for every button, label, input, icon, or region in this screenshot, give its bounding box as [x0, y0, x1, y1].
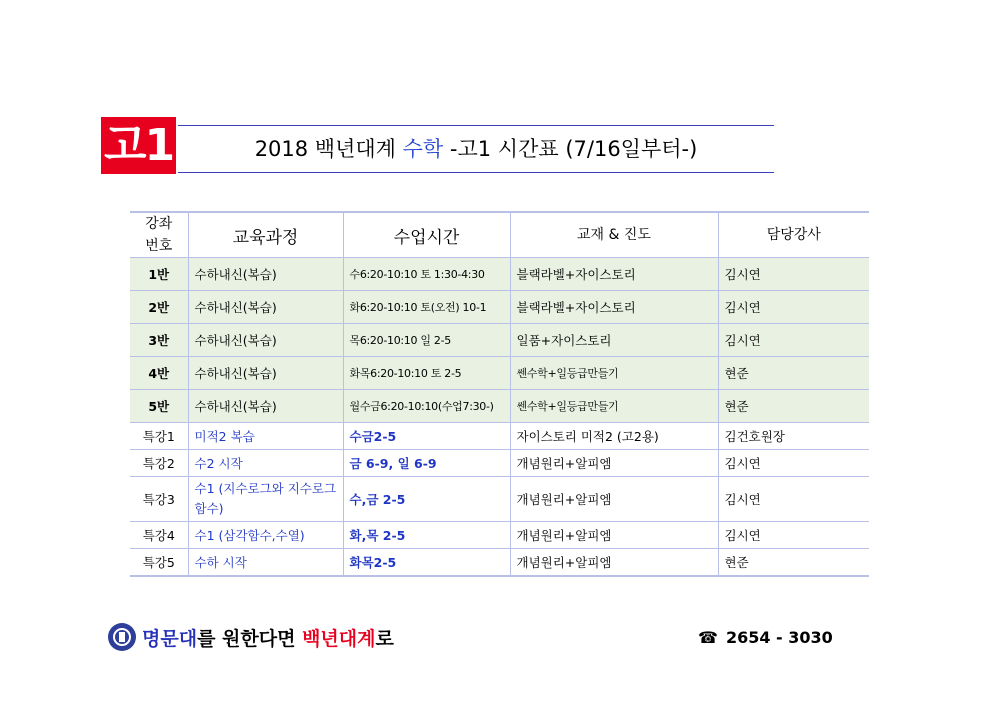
cell-course: 수2 시작 [188, 450, 343, 477]
header-course: 교육과정 [188, 212, 343, 258]
page-title [178, 127, 774, 171]
cell-teacher: 현준 [718, 357, 869, 390]
table-row [130, 522, 869, 549]
table-header-row [130, 212, 869, 258]
cell-textbook: 개념원리+알피엠 [510, 450, 718, 477]
cell-class-no: 특강5 [130, 549, 188, 577]
schedule-table [130, 211, 869, 577]
cell-course: 수하내신(복습) [188, 390, 343, 423]
cell-time: 화목2-5 [343, 549, 510, 577]
cell-class-no: 특강4 [130, 522, 188, 549]
cell-textbook: 자이스토리 미적2 (고2용) [510, 423, 718, 450]
title-subject: 수학 [402, 137, 444, 161]
table-row [130, 450, 869, 477]
title-suffix: -고1 시간표 (7/16일부터-) [443, 137, 698, 161]
phone-number: 2654 - 3030 [725, 627, 833, 647]
cell-course: 수하내신(복습) [188, 357, 343, 390]
cell-teacher: 김건호원장 [718, 423, 869, 450]
footer-phone [698, 624, 833, 650]
table-row [130, 423, 869, 450]
table-row [130, 549, 869, 577]
cell-time: 수6:20-10:10 토 1:30-4:30 [343, 258, 510, 291]
cell-course: 수하내신(복습) [188, 291, 343, 324]
cell-time: 월수금6:20-10:10(수업7:30-) [343, 390, 510, 423]
cell-textbook: 개념원리+알피엠 [510, 522, 718, 549]
header-textbook: 교재 & 진도 [510, 212, 718, 258]
cell-teacher: 김시연 [718, 522, 869, 549]
cell-course: 수1 (지수로그와 지수로그함수) [188, 477, 343, 522]
cell-class-no: 2반 [130, 291, 188, 324]
table-row [130, 357, 869, 390]
cell-course: 수하 시작 [188, 549, 343, 577]
cell-class-no: 특강3 [130, 477, 188, 522]
cell-textbook: 개념원리+알피엠 [510, 477, 718, 522]
phone-icon: ☎ [698, 627, 718, 647]
cell-textbook: 블랙라벨+자이스토리 [510, 291, 718, 324]
cell-textbook: 쎈수학+일등급만들기 [510, 357, 718, 390]
cell-teacher: 김시연 [718, 258, 869, 291]
cell-textbook: 블랙라벨+자이스토리 [510, 258, 718, 291]
cell-class-no: 5반 [130, 390, 188, 423]
cell-class-no: 특강1 [130, 423, 188, 450]
cell-time: 화,목 2-5 [343, 522, 510, 549]
cell-teacher: 현준 [718, 549, 869, 577]
cell-course: 미적2 복습 [188, 423, 343, 450]
cell-textbook: 일품+자이스토리 [510, 324, 718, 357]
slogan-text [142, 624, 394, 651]
table-row [130, 477, 869, 522]
cell-teacher: 김시연 [718, 291, 869, 324]
title-rule-top [178, 125, 774, 126]
slogan-part-1: 명문대 [142, 627, 198, 650]
cell-time: 수금2-5 [343, 423, 510, 450]
cell-time: 수,금 2-5 [343, 477, 510, 522]
header-time: 수업시간 [343, 212, 510, 258]
table-row [130, 258, 869, 291]
cell-course: 수하내신(복습) [188, 258, 343, 291]
cell-textbook: 개념원리+알피엠 [510, 549, 718, 577]
slogan-part-4: 로 [375, 627, 394, 650]
footer-slogan [108, 621, 394, 653]
cell-class-no: 1반 [130, 258, 188, 291]
cell-time: 목6:20-10:10 일 2-5 [343, 324, 510, 357]
university-seal-icon [108, 623, 136, 651]
title-rule-bottom [178, 172, 774, 173]
slogan-part-3: 백년대계 [302, 627, 376, 650]
cell-time: 화6:20-10:10 토(오전) 10-1 [343, 291, 510, 324]
table-row [130, 291, 869, 324]
slogan-part-2: 를 원한다면 [197, 627, 303, 650]
cell-class-no: 4반 [130, 357, 188, 390]
table-row [130, 324, 869, 357]
cell-course: 수하내신(복습) [188, 324, 343, 357]
cell-time: 화목6:20-10:10 토 2-5 [343, 357, 510, 390]
cell-teacher: 김시연 [718, 450, 869, 477]
title-prefix: 2018 백년대계 [254, 137, 403, 161]
header-teacher: 담당강사 [718, 212, 869, 258]
grade-badge: 고1 [101, 117, 176, 174]
cell-teacher: 김시연 [718, 324, 869, 357]
cell-textbook: 쎈수학+일등급만들기 [510, 390, 718, 423]
cell-teacher: 현준 [718, 390, 869, 423]
cell-time: 금 6-9, 일 6-9 [343, 450, 510, 477]
cell-class-no: 특강2 [130, 450, 188, 477]
cell-course: 수1 (삼각함수,수열) [188, 522, 343, 549]
cell-class-no: 3반 [130, 324, 188, 357]
table-row [130, 390, 869, 423]
header-class-no: 강좌 번호 [130, 212, 188, 258]
cell-teacher: 김시연 [718, 477, 869, 522]
